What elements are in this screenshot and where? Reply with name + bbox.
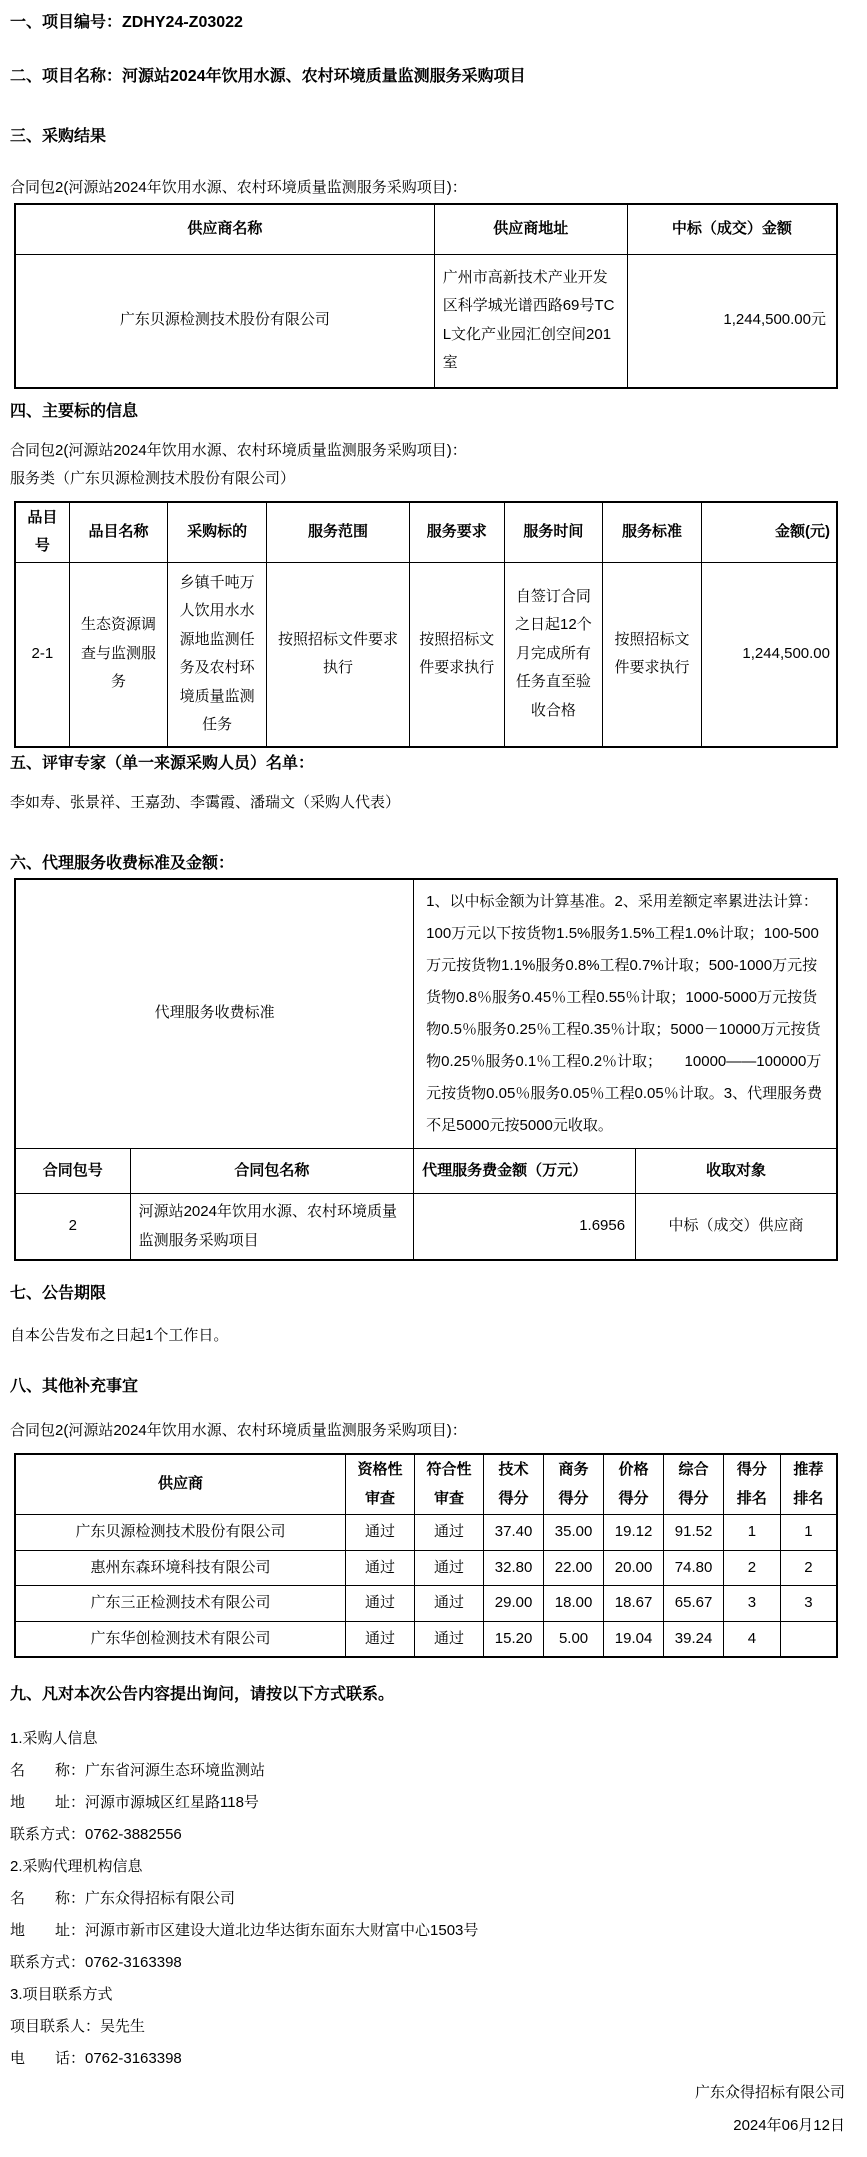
score-rank-cell: 3: [724, 1586, 781, 1622]
score-rank-cell: 2: [724, 1550, 781, 1586]
col-procurement-target: 采购标的: [168, 502, 267, 563]
score-rank-cell: 1: [724, 1515, 781, 1551]
total-score-cell: 91.52: [664, 1515, 724, 1551]
result-table: [14, 203, 838, 389]
purchaser-phone: 联系方式：0762-3882556: [10, 1826, 182, 1843]
total-score-cell: 74.80: [664, 1550, 724, 1586]
evaluation-row: [15, 1515, 837, 1551]
price-score-cell: 18.67: [604, 1586, 664, 1622]
supplier-name-cell: 广东贝源检测技术股份有限公司: [15, 254, 434, 388]
package-name-cell: 河源站2024年饮用水源、农村环境质量监测服务采购项目: [130, 1194, 414, 1261]
project-contact-phone: 电 话：0762-3163398: [10, 2050, 182, 2067]
col-supplier-name: 供应商名称: [15, 204, 434, 254]
col-recommend-rank: 推荐排名: [780, 1454, 837, 1515]
col-package-name: 合同包名称: [130, 1148, 414, 1194]
price-score-cell: 19.04: [604, 1621, 664, 1657]
business-score-cell: 22.00: [544, 1550, 604, 1586]
business-score-cell: 35.00: [544, 1515, 604, 1551]
agency-fee-table: [14, 878, 838, 1262]
recommend-rank-cell: 3: [780, 1586, 837, 1622]
business-score-cell: 5.00: [544, 1621, 604, 1657]
col-supplier-address: 供应商地址: [434, 204, 627, 254]
heading-project-number: 一、项目编号：ZDHY24-Z03022: [10, 14, 243, 31]
main-subject-header-row: [15, 502, 837, 563]
heading-main-subject: 四、主要标的信息: [10, 402, 139, 420]
main-subject-category-line: 服务类（广东贝源检测技术股份有限公司）: [10, 469, 296, 487]
supplier-cell: 广东贝源检测技术股份有限公司: [15, 1515, 345, 1551]
project-contact-title: 3.项目联系方式: [10, 1986, 113, 2003]
recommend-rank-cell: [780, 1621, 837, 1657]
award-amount-cell: 1,244,500.00元: [627, 254, 837, 388]
procurement-target-cell: 乡镇千吨万人饮用水水源地监测任务及农村环境质量监测任务: [168, 562, 267, 747]
price-score-cell: 20.00: [604, 1550, 664, 1586]
col-price-score: 价格得分: [604, 1454, 664, 1515]
item-name-cell: 生态资源调查与监测服务: [69, 562, 168, 747]
col-service-requirement: 服务要求: [410, 502, 505, 563]
technical-score-cell: 37.40: [484, 1515, 544, 1551]
conformity-cell: 通过: [415, 1515, 484, 1551]
fee-target-cell: 中标（成交）供应商: [636, 1194, 837, 1261]
conformity-cell: 通过: [415, 1586, 484, 1622]
main-subject-table: [14, 501, 838, 748]
main-subject-row: [15, 562, 837, 747]
purchaser-name: 名 称：广东省河源生态环境监测站: [10, 1762, 266, 1779]
service-time-cell: 自签订合同之日起12个月完成所有任务直至验收合格: [504, 562, 603, 747]
agency-fee-amount-cell: 1.6956: [414, 1194, 636, 1261]
fee-standard-label-cell: 代理服务收费标准: [15, 879, 414, 1149]
technical-score-cell: 15.20: [484, 1621, 544, 1657]
experts-names: 李如寿、张景祥、王嘉劲、李霭霞、潘瑞文（采购人代表）: [10, 793, 401, 811]
recommend-rank-cell: 2: [780, 1550, 837, 1586]
col-award-amount: 中标（成交）金额: [627, 204, 837, 254]
fee-standard-text-cell: 1、以中标金额为计算基准。2、采用差额定率累进法计算：100万元以下按货物1.5%服务1.5%工程1.0%计取；100-500万元按货物1.1%服务0.8%工程0.7%计取；500-1000万元按货物0.8％服务0.45％工程0.55％计取；1000-5000万元按货物0.5％服务0.25％工程0.35％计取；5000－10000万元按货物0.25％服务0.1％工程0.2％计取； 10000——100000万元按货物0.05％服务0.05％工程0.05％计取。3、代理服务费不足5000元按5000元收取。: [414, 879, 837, 1149]
evaluation-table: [14, 1453, 838, 1658]
service-requirement-cell: 按照招标文件要求执行: [410, 562, 505, 747]
total-score-cell: 65.67: [664, 1586, 724, 1622]
col-technical-score: 技术得分: [484, 1454, 544, 1515]
supplier-address-cell: 广州市高新技术产业开发区科学城光谱西路69号TCL文化产业园汇创空间201室: [434, 254, 627, 388]
technical-score-cell: 29.00: [484, 1586, 544, 1622]
heading-notice-period: 七、公告期限: [10, 1285, 107, 1302]
heading-agency-fee: 六、代理服务收费标准及金额：: [10, 854, 235, 872]
footer-date: 2024年06月12日: [733, 2117, 845, 2134]
qualification-cell: 通过: [345, 1586, 414, 1622]
conformity-cell: 通过: [415, 1621, 484, 1657]
qualification-cell: 通过: [345, 1550, 414, 1586]
result-package-line: 合同包2(河源站2024年饮用水源、农村环境质量监测服务采购项目)：: [10, 179, 467, 196]
item-no-cell: 2-1: [15, 562, 69, 747]
agency-address: 地 址：河源市新市区建设大道北边华达街东面东大财富中心1503号: [10, 1922, 479, 1939]
col-item-no: 品目号: [15, 502, 69, 563]
supplier-cell: 惠州东森环境科技有限公司: [15, 1550, 345, 1586]
agency-phone: 联系方式：0762-3163398: [10, 1954, 182, 1971]
business-score-cell: 18.00: [544, 1586, 604, 1622]
notice-period-text: 自本公告发布之日起1个工作日。: [10, 1327, 229, 1344]
purchaser-info-title: 1.采购人信息: [10, 1730, 98, 1747]
score-rank-cell: 4: [724, 1621, 781, 1657]
fee-standard-row: [15, 879, 837, 1149]
col-business-score: 商务得分: [544, 1454, 604, 1515]
heading-inquiry-contact: 九、凡对本次公告内容提出询问，请按以下方式联系。: [10, 1686, 395, 1703]
qualification-cell: 通过: [345, 1515, 414, 1551]
qualification-cell: 通过: [345, 1621, 414, 1657]
heading-experts: 五、评审专家（单一来源采购人员）名单：: [10, 754, 315, 772]
main-subject-package-line: 合同包2(河源站2024年饮用水源、农村环境质量监测服务采购项目)：: [10, 441, 467, 459]
col-score-rank: 得分排名: [724, 1454, 781, 1515]
purchaser-address: 地 址：河源市源城区红星路118号: [10, 1794, 259, 1811]
fee-table-header-row: [15, 1148, 837, 1194]
supplement-package-line: 合同包2(河源站2024年饮用水源、农村环境质量监测服务采购项目)：: [10, 1422, 467, 1439]
evaluation-header-row: [15, 1454, 837, 1515]
evaluation-row: [15, 1621, 837, 1657]
col-package-no: 合同包号: [15, 1148, 130, 1194]
heading-supplement: 八、其他补充事宜: [10, 1378, 139, 1395]
col-service-standard: 服务标准: [603, 502, 702, 563]
heading-project-name: 二、项目名称：河源站2024年饮用水源、农村环境质量监测服务采购项目: [10, 68, 526, 85]
col-service-scope: 服务范围: [267, 502, 410, 563]
col-total-score: 综合得分: [664, 1454, 724, 1515]
procurement-announcement: [10, 12, 845, 2136]
result-table-row: [15, 254, 837, 388]
project-contact-person: 项目联系人：吴先生: [10, 2018, 146, 2035]
evaluation-row: [15, 1586, 837, 1622]
technical-score-cell: 32.80: [484, 1550, 544, 1586]
col-conformity-review: 符合性审查: [415, 1454, 484, 1515]
col-supplier: 供应商: [15, 1454, 345, 1515]
total-score-cell: 39.24: [664, 1621, 724, 1657]
conformity-cell: 通过: [415, 1550, 484, 1586]
amount-yuan-cell: 1,244,500.00: [701, 562, 837, 747]
fee-table-row: [15, 1194, 837, 1261]
heading-procurement-result: 三、采购结果: [10, 128, 107, 145]
recommend-rank-cell: 1: [780, 1515, 837, 1551]
service-standard-cell: 按照招标文件要求执行: [603, 562, 702, 747]
col-qualification-review: 资格性审查: [345, 1454, 414, 1515]
agency-name: 名 称：广东众得招标有限公司: [10, 1890, 236, 1907]
col-item-name: 品目名称: [69, 502, 168, 563]
supplier-cell: 广东三正检测技术有限公司: [15, 1586, 345, 1622]
evaluation-row: [15, 1550, 837, 1586]
agency-info-title: 2.采购代理机构信息: [10, 1858, 143, 1875]
package-no-cell: 2: [15, 1194, 130, 1261]
service-scope-cell: 按照招标文件要求执行: [267, 562, 410, 747]
col-fee-target: 收取对象: [636, 1148, 837, 1194]
footer-company: 广东众得招标有限公司: [694, 2084, 845, 2101]
col-service-time: 服务时间: [504, 502, 603, 563]
result-table-header-row: [15, 204, 837, 254]
col-agency-fee-amount: 代理服务费金额（万元）: [414, 1148, 636, 1194]
col-amount-yuan: 金额(元): [701, 502, 837, 563]
supplier-cell: 广东华创检测技术有限公司: [15, 1621, 345, 1657]
price-score-cell: 19.12: [604, 1515, 664, 1551]
